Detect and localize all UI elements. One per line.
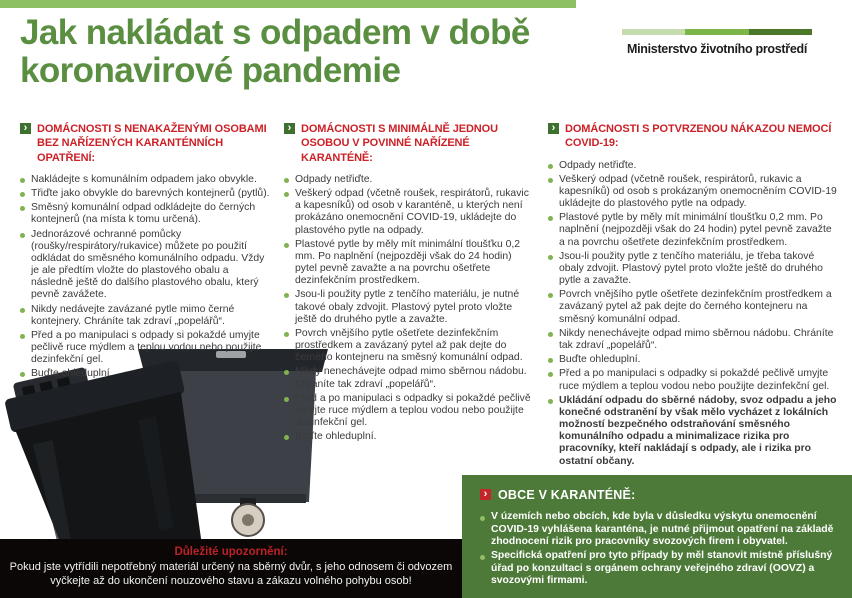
chevron-icon: › xyxy=(548,123,559,134)
list-item: Buďte ohleduplní. xyxy=(284,431,536,443)
list-item: Nikdy nenechávejte odpad mimo sběrnou nádobu. Chráníte tak zdraví „popelářů“. xyxy=(548,328,839,352)
column-households-covid-positive xyxy=(548,122,839,470)
list-item: Specifická opatření pro tyto případy by měl stanovit místně příslušný úřad po konzultaci s orgánem ochrany veřejného zdraví (OOVZ) a svozovými firmami. xyxy=(480,550,838,588)
list-item: Odpady netřiďte. xyxy=(284,174,536,186)
logo-bars xyxy=(622,29,812,35)
column-header xyxy=(20,122,272,165)
list-item: Buďte ohleduplní. xyxy=(20,368,272,380)
list-item: Plastové pytle by měly mít minimální tloušťku 0,2 mm. Po naplnění (nejpozději však do 24 hodin) pytel pevně zavažte a na povrchu ošetřete dezinfekčním prostředkem. xyxy=(284,239,536,288)
list-item: Směsný komunální odpad odkládejte do černých kontejnerů (na místa k tomu určená). xyxy=(20,202,272,226)
list-item: Plastové pytle by měly mít minimální tloušťku 0,2 mm. Po naplnění (nejpozději však do 24 hodin) pytel pevně zavažte a na povrchu ošetřete dezinfekčním prostředkem. xyxy=(548,212,839,249)
top-accent-bar xyxy=(0,0,576,8)
bullet-list xyxy=(548,160,839,468)
column-header xyxy=(284,122,536,165)
column-title: DOMÁCNOSTI S NENAKAŽENÝMI OSOBAMI BEZ NAŘÍZENÝCH KARANTÉNNÍCH OPATŘENÍ: xyxy=(37,123,267,164)
page-title: Jak nakládat s odpadem v době koronavirové pandemie xyxy=(20,13,530,90)
ministry-logo xyxy=(622,29,812,56)
logo-bar-dark-icon xyxy=(749,29,812,35)
column-households-uninfected xyxy=(20,122,272,383)
ministry-name: Ministerstvo životního prostředí xyxy=(627,42,807,56)
quarantine-box-header xyxy=(480,488,838,502)
column-households-quarantine xyxy=(284,122,536,446)
list-item: Povrch vnějšího pytle ošetřete dezinfekčním prostředkem a zavázaný pytel až pak dejte do černého kontejneru na směsný komunální odpad. xyxy=(284,328,536,365)
column-header xyxy=(548,122,839,151)
warning-title: Důležité upozornění: xyxy=(174,546,288,558)
list-item: Jednorázové ochranné pomůcky (roušky/respirátory/rukavice) můžete po použití odkládat do směsného komunálního odpadu. Vždy je ale předtím vložte do plastového obalu a následně ještě do dalšího plastového obalu, který pevně zavážete. xyxy=(20,229,272,302)
column-title: DOMÁCNOSTI S MINIMÁLNĚ JEDNOU OSOBOU V POVINNÉ NAŘÍZENÉ KARANTÉNĚ: xyxy=(301,123,498,164)
list-item: Jsou-li použity pytle z tenčího materiálu, je třeba takové obaly zdvojit. Plastový pytel proto vložte ještě do druhého pytle a zavažte. xyxy=(548,251,839,288)
quarantine-box-title: OBCE V KARANTÉNĚ: xyxy=(498,488,636,502)
list-item: Nakládejte s komunálním odpadem jako obvykle. xyxy=(20,174,272,186)
list-item: Třiďte jako obvykle do barevných kontejnerů (pytlů). xyxy=(20,188,272,200)
list-item: Buďte ohleduplní. xyxy=(548,354,839,366)
list-item: Před a po manipulaci s odpadky si pokaždé pečlivě umyjte ruce mýdlem a teplou vodou nebo použijte dezinfekční gel. xyxy=(548,368,839,392)
logo-bar-medium-icon xyxy=(685,29,748,35)
quarantine-municipalities-box xyxy=(462,475,852,598)
list-item: Před a po manipulaci s odpadky si pokaždé pečlivě umyjte ruce mýdlem a teplou vodou nebo použijte dezinfekční gel. xyxy=(284,393,536,430)
logo-bar-light-icon xyxy=(622,29,685,35)
warning-text: Pokud jste vytřídili nepotřebný materiál určený na sběrný dvůr, s jeho odnosem či odvozem vyčkejte až do ukončení nouzového stavu a zákazu volného pohybu osob! xyxy=(9,561,453,588)
list-item: V územích nebo obcích, kde byla v důsledku výskytu onemocnění COVID-19 vyhlášena karanténa, je nutné přijmout opatření na základě zhodnocení rizik pro pracovníky svozových firem i obyvatel. xyxy=(480,511,838,549)
list-item: Odpady netřiďte. xyxy=(548,160,839,172)
list-item: Ukládání odpadu do sběrné nádoby, svoz odpadu a jeho konečné odstranění by však mělo vycházet z lokálních možností bezpečného odstraňování směsného komunálního odpadu a minimalizace rizika pro pracovníky, kteří nakládají s odpady, ale i rizika pro ostatní občany. xyxy=(548,395,839,468)
chevron-icon: › xyxy=(284,123,295,134)
list-item: Nikdy nenechávejte odpad mimo sběrnou nádobu. Chráníte tak zdraví „popelářů“. xyxy=(284,366,536,390)
bullet-list xyxy=(20,174,272,381)
list-item: Jsou-li použity pytle z tenčího materiálu, je nutné takové obaly zdvojit. Plastový pytel proto vložte ještě do druhého pytle a zavažte. xyxy=(284,289,536,326)
list-item: Veškerý odpad (včetně roušek, respirátorů, rukavic a kapesníků) od osob s prokázaným onemocněním COVID-19 ukládejte do plastového pytle na odpady. xyxy=(548,174,839,211)
list-item: Před a po manipulaci s odpady si pokaždé umyjte pečlivě ruce mýdlem a teplou vodou nebo použijte dezinfekční gel. xyxy=(20,330,272,367)
list-item: Nikdy nedávejte zavázané pytle mimo černé kontejnery. Chráníte tak zdraví „popelářů“. xyxy=(20,304,272,328)
important-warning-box xyxy=(0,539,462,598)
chevron-icon: › xyxy=(480,489,491,500)
bullet-list xyxy=(480,511,838,588)
chevron-icon: › xyxy=(20,123,31,134)
list-item: Povrch vnějšího pytle ošetřete dezinfekčním prostředkem a zavázaný pytel až pak dejte do černého kontejneru na směsný komunální odpad. xyxy=(548,289,839,326)
list-item: Veškerý odpad (včetně roušek, respirátorů, rukavic a kapesníků) od osob v karanténě, u kterých není prokázáno onemocnění COVID-19, ukládejte do plastového pytle na odpady. xyxy=(284,188,536,237)
bullet-list xyxy=(284,174,536,444)
column-title: DOMÁCNOSTI S POTVRZENOU NÁKAZOU NEMOCÍ COVID-19: xyxy=(565,123,832,150)
